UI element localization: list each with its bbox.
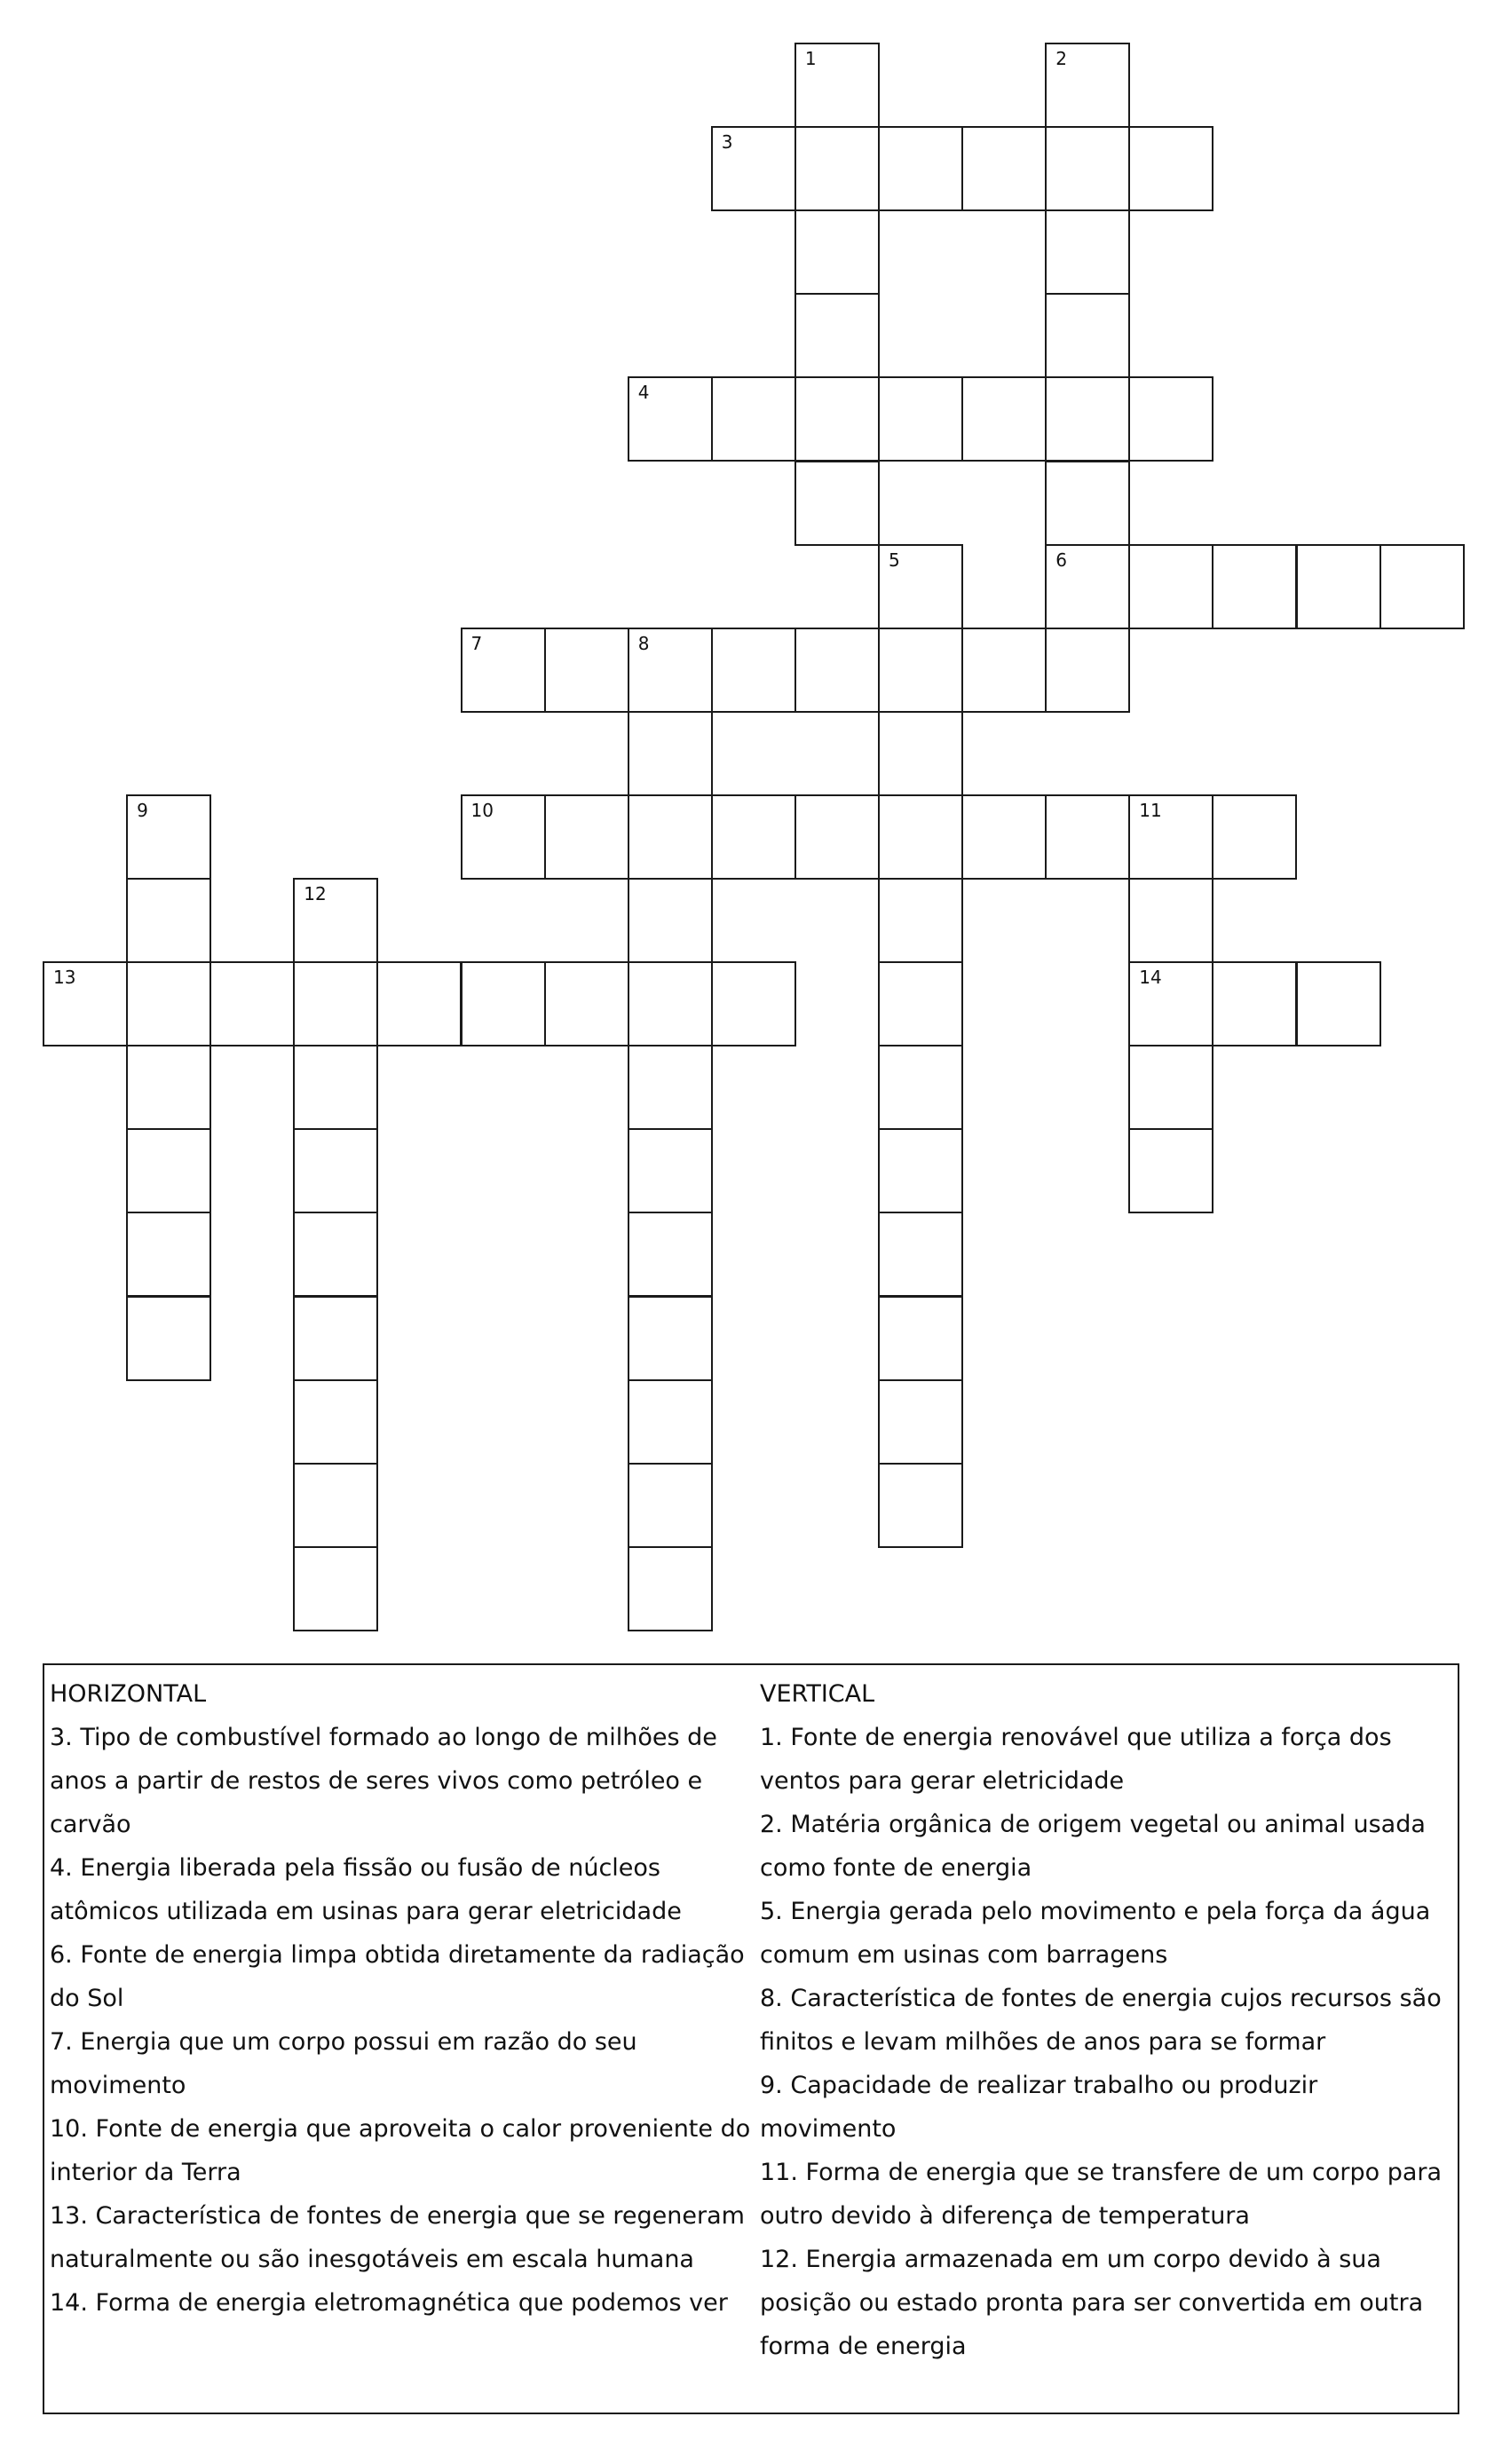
down-clue-line: 2. Matéria orgânica de origem vegetal ou animal usada [760,1811,1426,1838]
crossword-cell[interactable] [794,43,880,128]
crossword-cell[interactable] [878,1212,963,1297]
crossword-cell[interactable] [1212,961,1297,1046]
across-clue-line: 4. Energia liberada pela fissão ou fusão de núcleos [50,1854,660,1882]
across-clue-line: do Sol [50,1985,124,2012]
down-clue-line: comum em usinas com barragens [760,1941,1168,1969]
crossword-cell[interactable] [628,961,713,1046]
clue-number: 9 [137,799,148,821]
crossword-cell[interactable] [628,794,713,880]
down-clue-line: 8. Característica de fontes de energia cujos recursos são [760,1985,1442,2012]
clue-number: 4 [637,382,650,404]
crossword-cell[interactable] [293,1045,378,1130]
down-clue-line: 5. Energia gerada pelo movimento e pela força da água [760,1898,1431,1925]
crossword-cell[interactable] [1045,461,1130,546]
across-title: HORIZONTAL [50,1680,207,1708]
crossword-cell[interactable] [794,209,880,295]
crossword-cell[interactable] [878,711,963,796]
crossword-cell[interactable] [878,376,963,462]
crossword-cell[interactable] [1045,376,1130,462]
across-clue-line: movimento [50,2072,186,2099]
crossword-cell[interactable] [711,126,796,211]
crossword-cell[interactable] [711,376,796,462]
crossword-cell[interactable] [293,961,378,1046]
down-clue-line: outro devido à diferença de temperatura [760,2202,1250,2230]
crossword-cell[interactable] [628,1379,713,1465]
crossword-cell[interactable] [293,1296,378,1381]
across-clue-line: anos a partir de restos de seres vivos como petróleo e [50,1767,703,1795]
crossword-cell[interactable] [126,794,211,880]
crossword-cell[interactable] [628,1128,713,1213]
clue-number: 13 [53,967,76,989]
crossword-cell[interactable] [209,961,295,1046]
crossword-cell[interactable] [461,794,546,880]
crossword-cell[interactable] [878,1379,963,1465]
crossword-cell[interactable] [293,878,378,963]
across-clue-line: 10. Fonte de energia que aproveita o calor proveniente do [50,2115,751,2143]
down-clues [760,1672,1452,2368]
crossword-cell[interactable] [1128,126,1213,211]
crossword-cell[interactable] [1045,209,1130,295]
down-clue-line: finitos e levam milhões de anos para se formar [760,2028,1326,2056]
crossword-cell[interactable] [961,794,1047,880]
down-clue-line: posição ou estado pronta para ser convertida em outra [760,2289,1424,2317]
crossword-cell[interactable] [628,628,713,713]
crossword-cell[interactable] [961,628,1047,713]
crossword-cell[interactable] [961,126,1047,211]
crossword-cell[interactable] [1212,544,1297,629]
across-clue-line: 14. Forma de energia eletromagnética que podemos ver [50,2289,728,2317]
clue-number: 11 [1139,799,1162,821]
clues-box [43,1663,1459,2414]
crossword-cell[interactable] [1379,544,1465,629]
across-clue-line: 13. Característica de fontes de energia que se regeneram [50,2202,745,2230]
down-clue-line: movimento [760,2115,897,2143]
crossword-cell[interactable] [794,376,880,462]
crossword-cell[interactable] [711,794,796,880]
crossword-cell[interactable] [126,1296,211,1381]
crossword-cell[interactable] [628,1546,713,1631]
crossword-cell[interactable] [126,1212,211,1297]
crossword-cell[interactable] [628,878,713,963]
crossword-cell[interactable] [43,961,128,1046]
crossword-cell[interactable] [126,1128,211,1213]
crossword-cell[interactable] [878,126,963,211]
crossword-cell[interactable] [376,961,462,1046]
across-clue-line: 7. Energia que um corpo possui em razão do seu [50,2028,637,2056]
crossword-cell[interactable] [293,1212,378,1297]
crossword-cell[interactable] [293,1463,378,1548]
crossword-cell[interactable] [1296,961,1381,1046]
clue-number: 12 [304,883,327,904]
crossword-cell[interactable] [126,878,211,963]
crossword-cell[interactable] [628,1045,713,1130]
crossword-cell[interactable] [711,628,796,713]
down-clue-line: 11. Forma de energia que se transfere de um corpo para [760,2159,1443,2186]
crossword-cell[interactable] [878,1128,963,1213]
crossword-cell[interactable] [878,961,963,1046]
clue-number: 7 [470,632,483,654]
crossword-cell[interactable] [1128,376,1213,462]
crossword-cell[interactable] [878,878,963,963]
crossword-cell[interactable] [628,1212,713,1297]
crossword-cell[interactable] [1045,544,1130,629]
crossword-cell[interactable] [544,794,629,880]
across-clue-line: naturalmente ou são inesgotáveis em escala humana [50,2246,694,2273]
crossword-cell[interactable] [544,628,629,713]
crossword-cell[interactable] [461,628,546,713]
crossword-cell[interactable] [1045,293,1130,378]
down-clue-line: como fonte de energia [760,1854,1032,1882]
across-clues [50,1672,760,2325]
crossword-cell[interactable] [628,711,713,796]
crossword-cell[interactable] [878,628,963,713]
clue-number: 5 [889,549,900,571]
crossword-cell[interactable] [1128,961,1213,1046]
clue-number: 3 [721,131,733,154]
crossword-cell[interactable] [1128,878,1213,963]
across-clue-line: interior da Terra [50,2159,241,2186]
crossword-cell[interactable] [794,794,880,880]
crossword-cell[interactable] [126,961,211,1046]
across-clue-line: atômicos utilizada em usinas para gerar eletricidade [50,1898,682,1925]
crossword-cell[interactable] [1045,43,1130,128]
crossword-cell[interactable] [461,961,546,1046]
crossword-cell[interactable] [1296,544,1381,629]
clue-number: 14 [1139,967,1162,989]
crossword-cell[interactable] [878,1045,963,1130]
crossword-cell[interactable] [1212,794,1297,880]
crossword-cell[interactable] [628,1463,713,1548]
down-clue-line: 12. Energia armazenada em um corpo devido à sua [760,2246,1381,2273]
crossword-cell[interactable] [878,1463,963,1548]
crossword-cell[interactable] [878,794,963,880]
across-clue-line: carvão [50,1811,131,1838]
clue-number: 8 [637,632,650,654]
crossword-cell[interactable] [1128,1128,1213,1213]
crossword-cell[interactable] [293,1546,378,1631]
crossword-cell[interactable] [878,1296,963,1381]
crossword-cell[interactable] [628,376,713,462]
crossword-cell[interactable] [1045,794,1130,880]
down-clue-line: 9. Capacidade de realizar trabalho ou produzir [760,2072,1318,2099]
clue-number: 10 [470,799,494,821]
crossword-cell[interactable] [878,544,963,629]
crossword-cell[interactable] [628,1296,713,1381]
crossword-cell[interactable] [961,376,1047,462]
crossword-cell[interactable] [126,1045,211,1130]
down-clue-line: ventos para gerar eletricidade [760,1767,1125,1795]
crossword-cell[interactable] [293,1379,378,1465]
crossword-cell[interactable] [794,126,880,211]
clue-number: 2 [1055,48,1067,69]
crossword-cell[interactable] [1045,628,1130,713]
clue-number: 6 [1055,549,1067,571]
crossword-cell[interactable] [1045,126,1130,211]
down-clue-line: forma de energia [760,2333,967,2360]
across-clue-line: 6. Fonte de energia limpa obtida diretamente da radiação [50,1941,745,1969]
crossword-cell[interactable] [293,1128,378,1213]
down-clue-line: 1. Fonte de energia renovável que utiliza a força dos [760,1724,1392,1751]
crossword-cell[interactable] [794,461,880,546]
crossword-cell[interactable] [794,628,880,713]
down-title: VERTICAL [760,1680,875,1708]
across-clue-line: 3. Tipo de combustível formado ao longo de milhões de [50,1724,717,1751]
crossword-cell[interactable] [1128,1045,1213,1130]
crossword-cell[interactable] [1128,544,1213,629]
crossword-cell[interactable] [794,293,880,378]
crossword-cell[interactable] [1128,794,1213,880]
clue-number: 1 [804,48,817,69]
crossword-cell[interactable] [544,961,629,1046]
crossword-cell[interactable] [711,961,796,1046]
